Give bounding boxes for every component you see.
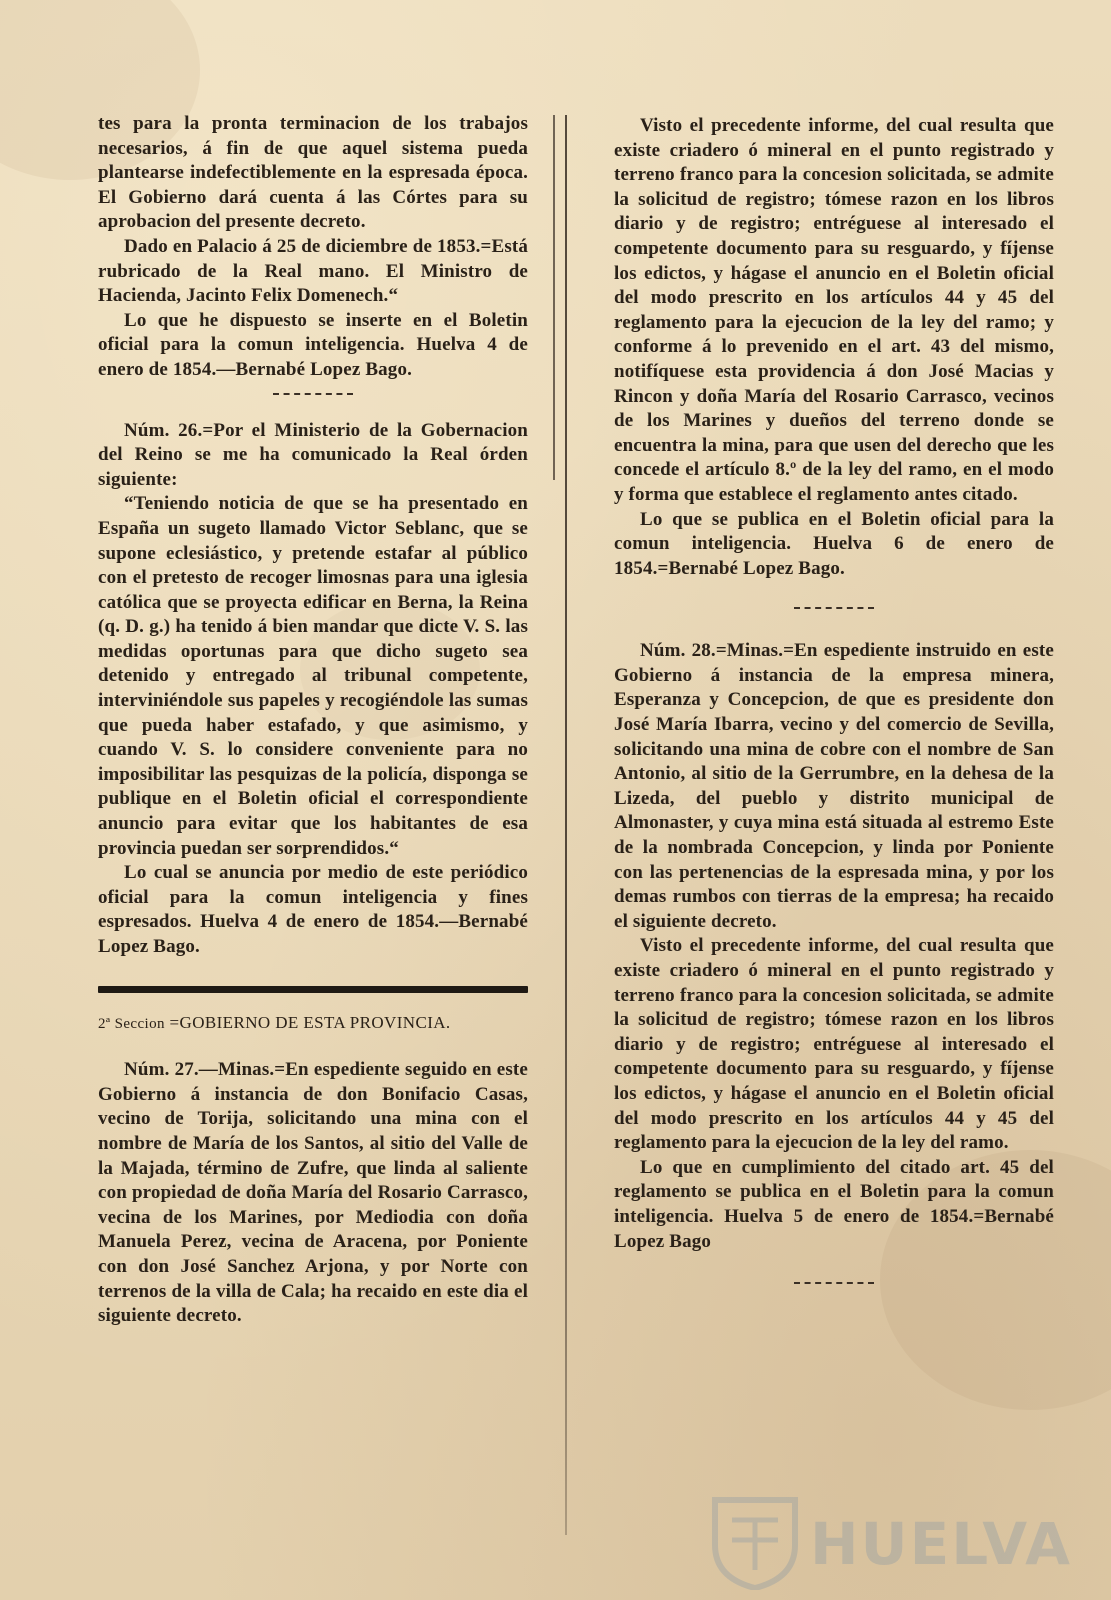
shield-icon xyxy=(710,1490,800,1590)
watermark-text: HUELVA xyxy=(810,1510,1073,1578)
publication-note-28: Lo que en cumplimiento del citado art. 45 del reglamento se publica en el Boletin para la comun inteligencia. Huelva 5 de enero de 1854.=Bernabé Lopez Bago xyxy=(614,1156,1054,1252)
section-prefix: 2ª Seccion xyxy=(98,1015,165,1032)
publication-note-1: Lo que he dispuesto se inserte en el Boletin oficial para la comun inteligencia. Huelva 4 de enero de 1854.—Bernabé Lopez Bago. xyxy=(98,309,528,380)
column-rule-short xyxy=(553,115,555,480)
short-separator-right xyxy=(794,607,874,609)
item-26-publication-note: Lo cual se anuncia por medio de este periódico oficial para la comun inteligencia y fines espresados. Huelva 4 de enero de 1854.—Bernabé Lopez Bago. xyxy=(98,862,528,957)
item-28-paragraph: Núm. 28.=Minas.=En espediente instruido en este Gobierno á instancia de la empresa minera, Esperanza y Concepcion, de que es presidente don José María Ibarra, vecino y del comercio de Sevilla, solicitando una mina de cobre con el nombre de San Antonio, al sitio de la Gerrumbre, en la dehesa de la Lizeda, del pueblo y distrito municipal de Almonaster, y cuya mina está situada al estremo Este de la nombrada Concepcion, y linda por Poniente con las pertenencias de la espresada mina, y por los demas rumbos con tierras de la empresa; ha recaido el siguiente decreto. xyxy=(614,640,1054,932)
decree-28-text: Visto el precedente informe, del cual resulta que existe criadero ó mineral en el punto registrado y terreno franco para la concesion solicitada, se admite la solicitud de registro; tómese razon en los libros diario y de registro; entréguese al interesado el competente documento para su resguardo, y fíjense los edictos, y hágase el anuncio en el Boletin oficial del modo prescrito en los artículos 44 y 45 del reglamento para la ejecucion de la ley del ramo. xyxy=(614,935,1054,1154)
end-separator xyxy=(794,1282,874,1284)
publication-note-27: Lo que se publica en el Boletin oficial para la comun inteligencia. Huelva 6 de enero de 1854.=Bernabé Lopez Bago. xyxy=(614,508,1054,579)
decree-27-text: Visto el precedente informe, del cual resulta que existe criadero ó mineral en el punto registrado y terreno franco para la concesion solicitada, se admite la solicitud de registro; tómese razon en los libros diario y de registro; entréguese al interesado el competente documento para su resguardo, y fíjense los edictos, y hágase el anuncio en el Boletin oficial del modo prescrito en los artículos 44 y 45 del reglamento para la ejecucion de la ley del ramo; y conforme á lo prevenido en el art. 43 del mismo, notifíquese esta providencia á don José Macias y Rincon y doña María del Rosario Carrasco, vecinos de los Marines y dueños del terreno donde se encuentra la mina, para que usen del derecho que les concede el artículo 8.º de la ley del ramo, en el modo y forma que establece el reglamento antes citado. xyxy=(614,115,1054,505)
section-header: 2ª Seccion =GOBIERNO DE ESTA PROVINCIA. xyxy=(98,1012,451,1032)
short-separator xyxy=(273,393,353,395)
decree-ending-paragraph: tes para la pronta terminacion de los trabajos necesarios, á fin de que aquel sistema pueda plantearse indefectiblemente en la espresada época. El Gobierno dará cuenta á las Córtes para su aprobacion del presente decreto. xyxy=(98,113,528,233)
left-column xyxy=(98,112,528,1329)
item-27-paragraph: Núm. 27.—Minas.=En espediente seguido en este Gobierno á instancia de don Bonifacio Casas, vecino de Torija, solicitando una mina con el nombre de María de los Santos, al sitio del Valle de la Majada, término de Zufre, que linda al saliente con propiedad de doña María del Rosario Carrasco, vecina de los Marines, por Mediodia con doña Manuela Perez, vecina de Aracena, por Poniente con don José Sanchez Arjona, y por Norte con terrenos de la villa de Cala; ha recaido en este dia el siguiente decreto. xyxy=(98,1059,528,1327)
decree-date-signature: Dado en Palacio á 25 de diciembre de 1853.=Está rubricado de la Real mano. El Ministro de Hacienda, Jacinto Felix Domenech.“ xyxy=(98,235,528,307)
item-26-heading: Núm. 26.=Por el Ministerio de la Gobernacion del Reino se me ha comunicado la Real órden siguiente: xyxy=(98,419,528,490)
section-separator xyxy=(98,986,528,993)
column-divider xyxy=(565,115,567,1535)
archive-watermark xyxy=(700,1470,1080,1600)
item-26-royal-order: “Teniendo noticia de que se ha presentado en España un sugeto llamado Victor Seblanc, que se supone eclesiástico, y pretende estafar al público con el pretesto de recoger limosnas para una iglesia católica que se proyecta edificar en Berna, la Reina (q. D. g.) ha tenido á bien mandar que dicte V. S. las medidas oportunas para que dicho sugeto sea detenido y entregado al tribunal competente, interviniéndole sus papeles y recogiéndole las sumas que pueda haber estafado, y que asimismo, y cuando V. S. lo considere conveniente para no imposibilitar las pesquizas de la policía, disponga se publique en el Boletin oficial el correspondiente anuncio para evitar que los habitantes de esa provincia puedan ser sorprendidos.“ xyxy=(98,493,528,859)
section-title: GOBIERNO DE ESTA PROVINCIA. xyxy=(179,1012,451,1032)
right-column xyxy=(614,114,1054,1308)
